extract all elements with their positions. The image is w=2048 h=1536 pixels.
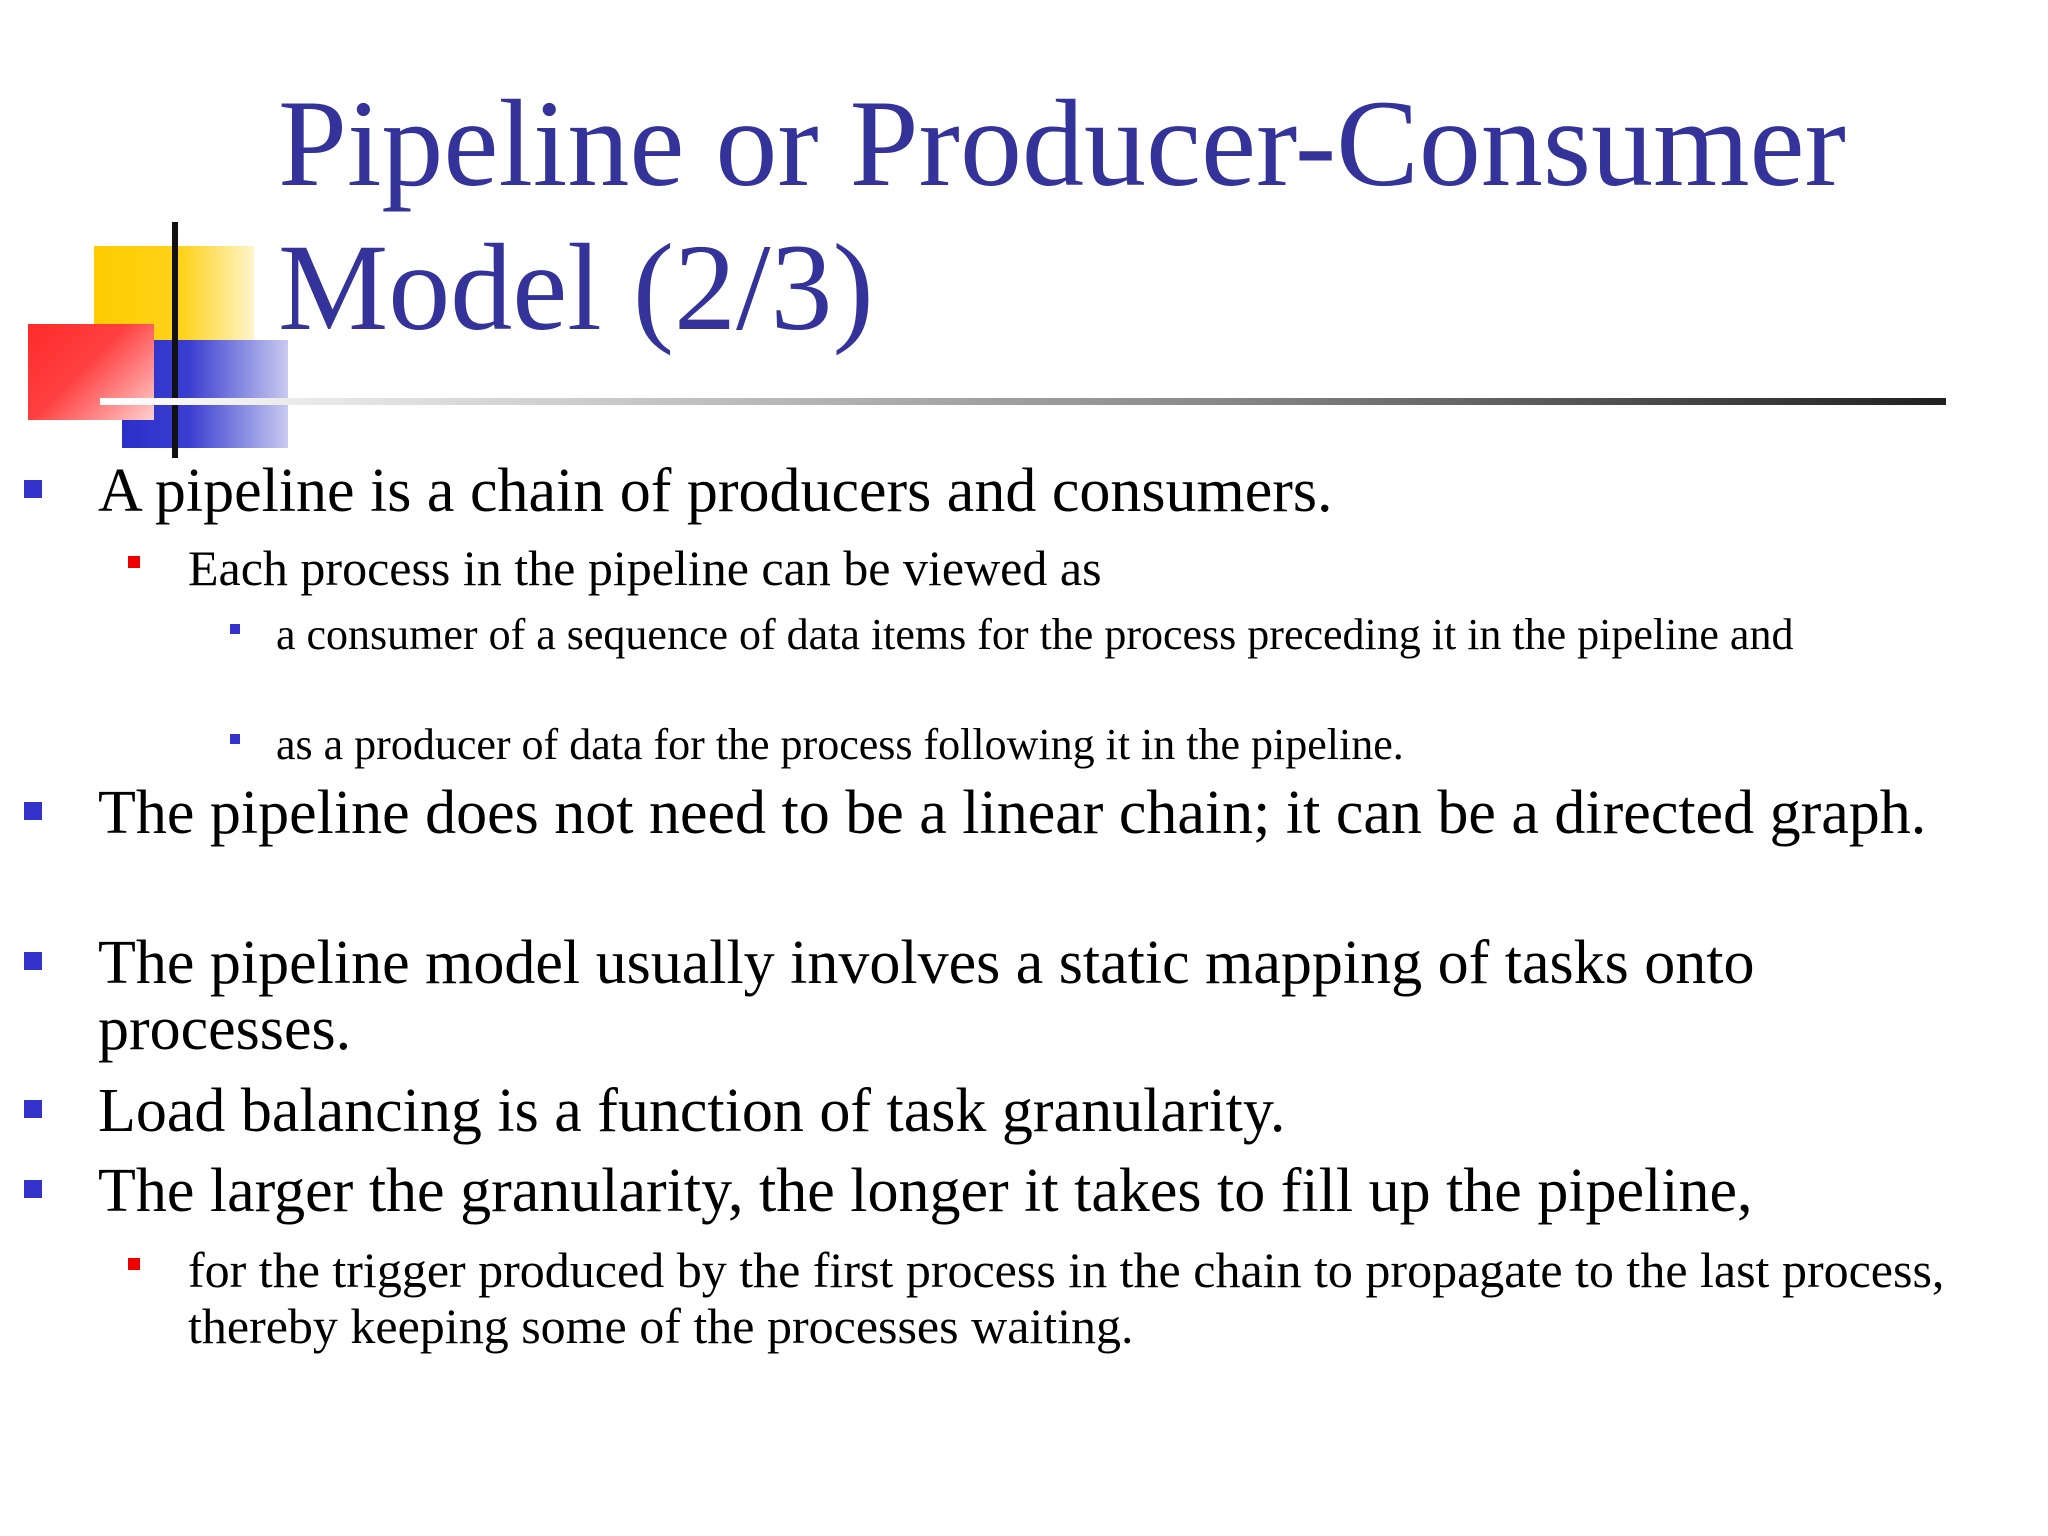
square-bullet-icon	[24, 802, 42, 820]
bullet-text: Load balancing is a function of task granularity.	[98, 1077, 1286, 1145]
square-bullet-icon	[24, 952, 42, 970]
bullet-text: The pipeline does not need to be a linear chain; it can be a directed graph.	[98, 779, 1927, 847]
title-underline-rule	[100, 398, 1946, 405]
square-bullet-icon	[24, 480, 42, 498]
bullet-text: a consumer of a sequence of data items for the process preceding it in the pipeline and	[276, 610, 1794, 659]
decorative-red-square	[28, 324, 154, 420]
slide-title	[278, 72, 1978, 360]
slide-title-line-1: Pipeline or Producer-Consumer	[278, 75, 1846, 212]
square-bullet-icon	[24, 1180, 42, 1198]
bullet-text: The pipeline model usually involves a static mapping of tasks onto processes.	[98, 929, 1755, 1063]
square-bullet-icon	[128, 1258, 140, 1270]
bullet-text: The larger the granularity, the longer it takes to fill up the pipeline,	[98, 1157, 1753, 1225]
bullet-text: A pipeline is a chain of producers and consumers.	[98, 457, 1333, 525]
decorative-vertical-line	[172, 222, 178, 458]
bullet-text: for the trigger produced by the first process in the chain to propagate to the last process, thereby keeping some of the processes waiting.	[188, 1242, 1945, 1354]
square-bullet-icon	[230, 734, 240, 744]
square-bullet-icon	[24, 1100, 42, 1118]
bullet-text: Each process in the pipeline can be viewed as	[188, 540, 1102, 596]
square-bullet-icon	[128, 556, 140, 568]
square-bullet-icon	[230, 624, 240, 634]
bullet-text: as a producer of data for the process following it in the pipeline.	[276, 720, 1404, 769]
slide-title-line-2: Model (2/3)	[278, 219, 874, 356]
